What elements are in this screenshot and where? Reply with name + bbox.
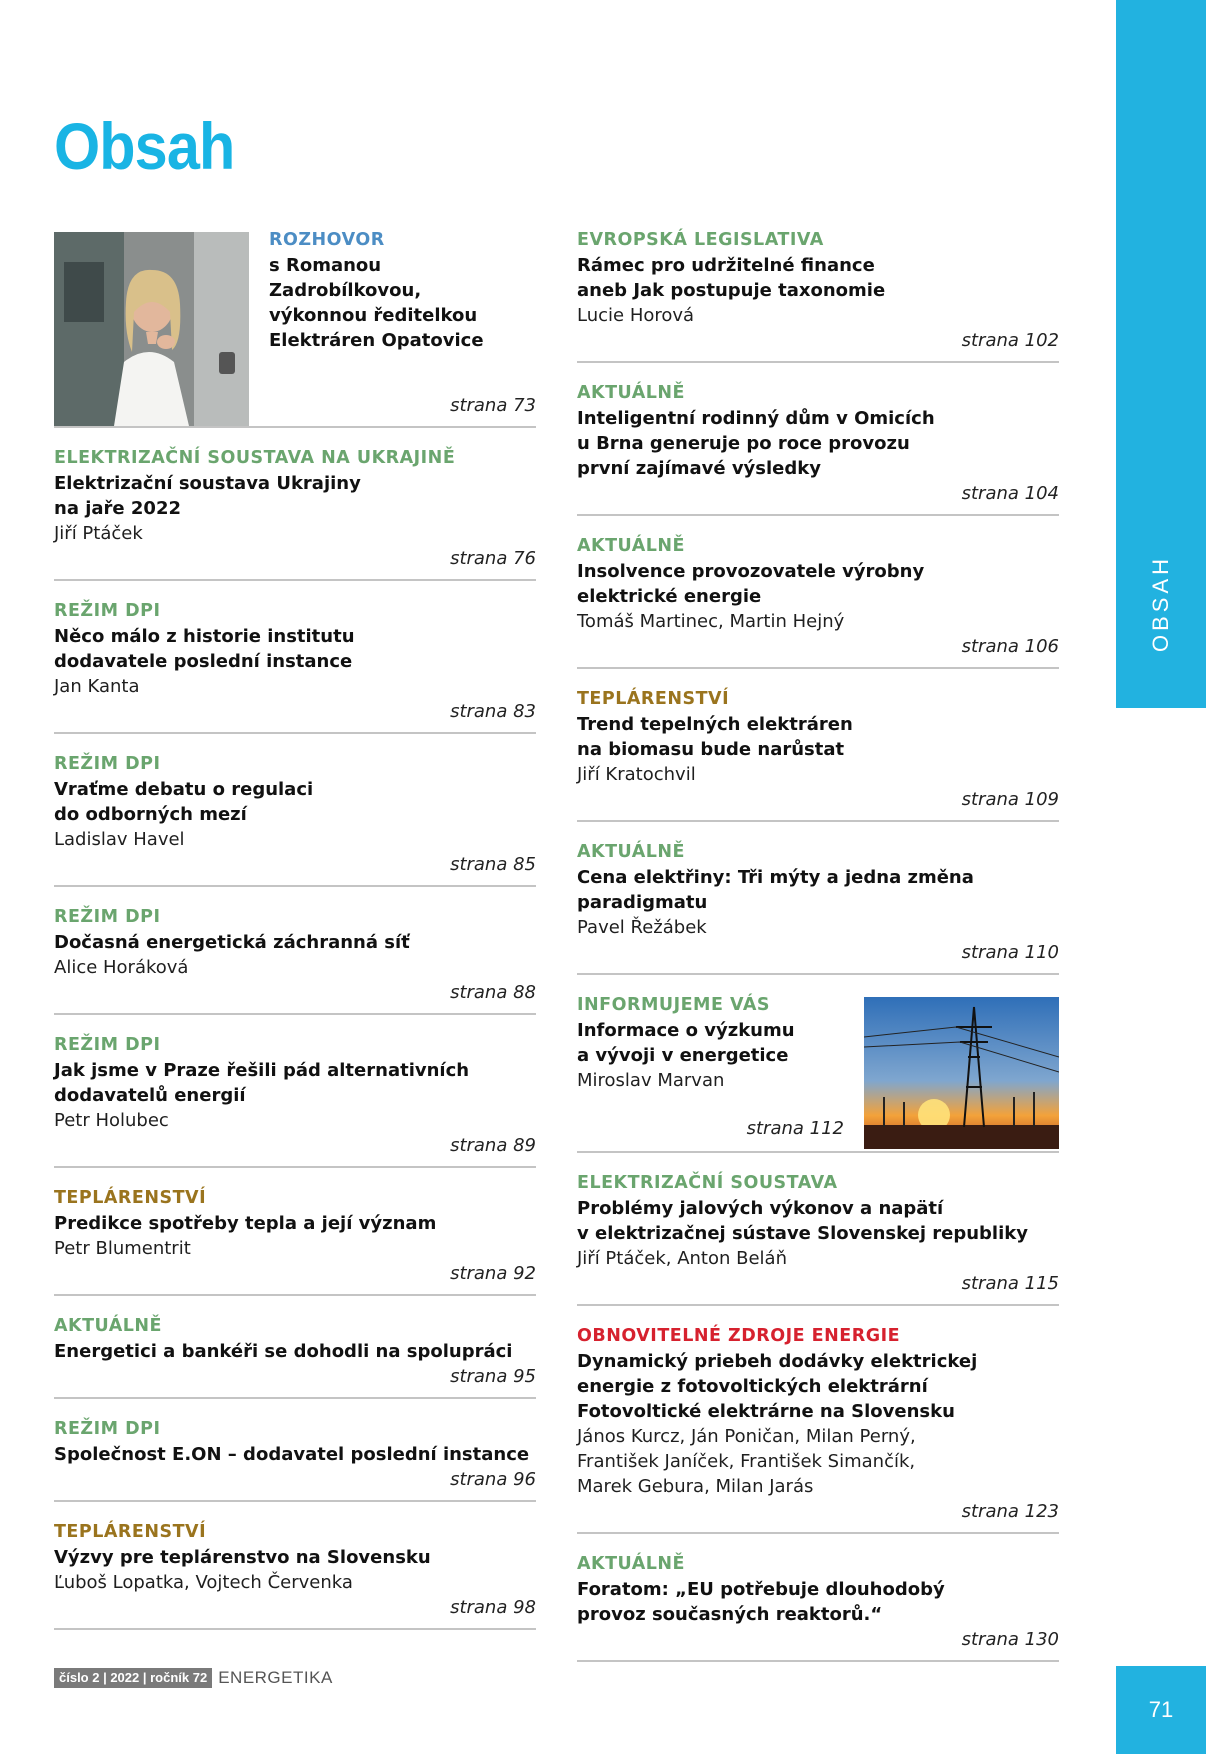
entry-title: Společnost E.ON – dodavatel poslední instance [54,1444,530,1465]
entry-category: ELEKTRIZAČNÍ SOUSTAVA [577,1173,838,1193]
toc-entry[interactable] [577,1552,1059,1662]
toc-entry[interactable] [54,446,536,581]
magazine-logo: ENERGETIKA [218,1668,333,1687]
entry-author: Alice Horáková [54,957,189,978]
entry-author: Lucie Horová [577,305,695,326]
side-tab-label: OBSAH [1148,554,1173,652]
entry-page: strana 96 [450,1469,536,1490]
toc-entry[interactable] [54,1417,536,1502]
entry-author: Pavel Řežábek [577,917,707,938]
toc-entry[interactable] [577,381,1059,516]
entry-title: Výzvy pre teplárenstvo na Slovensku [54,1547,431,1568]
entry-category: OBNOVITELNÉ ZDROJE ENERGIE [577,1326,901,1346]
entry-page: strana 109 [961,789,1059,810]
entry-category: AKTUÁLNĚ [577,383,686,403]
entry-category: ELEKTRIZAČNÍ SOUSTAVA NA UKRAJINĚ [54,448,456,468]
entry-author: Petr Blumentrit [54,1238,191,1259]
entry-category: AKTUÁLNĚ [577,536,686,556]
entry-category: TEPLÁRENSTVÍ [577,689,730,709]
toc-entry[interactable] [54,1033,536,1168]
entry-author: Ľuboš Lopatka, Vojtech Červenka [54,1572,353,1593]
entry-title: Predikce spotřeby tepla a její význam [54,1213,437,1234]
entry-author: Tomáš Martinec, Martin Hejný [577,611,845,632]
entry-page: strana 73 [450,395,536,416]
page-title: Obsah [54,109,235,183]
entry-page: strana 98 [450,1597,536,1618]
interview-photo [54,232,249,426]
entry-author: Jiří Ptáček [54,523,143,544]
entry-author: Jiří Kratochvil [577,764,696,785]
entry-author: Ladislav Havel [54,829,185,850]
entry-page: strana 110 [961,942,1059,963]
entry-title: Rámec pro udržitelné finance aneb Jak postupuje taxonomie [577,255,886,301]
entry-category: REŽIM DPI [54,907,161,927]
entry-author: Jiří Ptáček, Anton Beláň [577,1248,787,1269]
toc-entry[interactable] [54,1314,536,1399]
entry-category: TEPLÁRENSTVÍ [54,1522,207,1542]
page-number: 71 [1116,1666,1206,1754]
entry-author: Jan Kanta [54,676,140,697]
entry-page: strana 115 [961,1273,1059,1294]
entry-category: AKTUÁLNĚ [577,842,686,862]
entry-page: strana 83 [450,701,536,722]
footer [54,1668,333,1688]
entry-author: Petr Holubec [54,1110,169,1131]
entry-title: Dočasná energetická záchranná síť [54,932,410,953]
toc-column-right [577,228,1059,1680]
entry-title: s Romanou Zadrobílkovou, výkonnou ředitelkou Elektráren Opatovice [269,255,484,351]
entry-page: strana 112 [746,1118,844,1139]
entry-page: strana 106 [961,636,1059,657]
entry-category: REŽIM DPI [54,754,161,774]
entry-page: strana 92 [450,1263,536,1284]
toc-entry[interactable] [577,993,1059,1153]
toc-entry[interactable] [577,1324,1059,1534]
entry-page: strana 95 [450,1366,536,1387]
entry-title: Cena elektřiny: Tři mýty a jedna změna paradigmatu [577,867,974,913]
entry-author: Miroslav Marvan [577,1070,725,1091]
entry-page: strana 89 [450,1135,536,1156]
toc-entry[interactable] [577,1171,1059,1306]
entry-category: INFORMUJEME VÁS [577,995,771,1015]
entry-title: Informace o výzkumu a vývoji v energetice [577,1020,795,1066]
entry-category: REŽIM DPI [54,601,161,621]
issue-info: číslo 2 | 2022 | ročník 72 [54,1668,212,1688]
toc-column-left [54,228,536,1648]
toc-entry[interactable] [54,905,536,1015]
power-tower-photo [864,997,1059,1149]
toc-entry[interactable] [577,687,1059,822]
toc-entry[interactable] [54,1186,536,1296]
entry-page: strana 123 [961,1501,1059,1522]
entry-page: strana 102 [961,330,1059,351]
entry-title: Něco málo z historie institutu dodavatele poslední instance [54,626,355,672]
entry-page: strana 76 [450,548,536,569]
toc-entry[interactable] [577,534,1059,669]
entry-author: János Kurcz, Ján Poničan, Milan Perný, František Janíček, František Simančík, Marek Gebura, Milan Jarás [577,1426,916,1497]
toc-entry[interactable] [577,840,1059,975]
entry-title: Insolvence provozovatele výrobny elektrické energie [577,561,925,607]
entry-category: AKTUÁLNĚ [54,1316,163,1336]
entry-category: REŽIM DPI [54,1035,161,1055]
entry-title: Elektrizační soustava Ukrajiny na jaře 2022 [54,473,361,519]
toc-entry[interactable] [54,599,536,734]
entry-title: Dynamický priebeh dodávky elektrickej energie z fotovoltických elektrární Fotovoltické elektrárne na Slovensku [577,1351,978,1422]
entry-title: Inteligentní rodinný dům v Omicích u Brna generuje po roce provozu první zajímavé výsledky [577,408,935,479]
entry-title: Foratom: „EU potřebuje dlouhodobý provoz současných reaktorů.“ [577,1579,945,1625]
toc-entry[interactable] [54,1520,536,1630]
entry-title: Vraťme debatu o regulaci do odborných mezí [54,779,314,825]
entry-title: Energetici a bankéři se dohodli na spolupráci [54,1341,513,1362]
entry-category: ROZHOVOR [269,230,385,250]
entry-category: TEPLÁRENSTVÍ [54,1188,207,1208]
toc-entry[interactable] [54,228,536,428]
entry-title: Jak jsme v Praze řešili pád alternativních dodavatelů energií [54,1060,470,1106]
toc-entry[interactable] [577,228,1059,363]
toc-entry[interactable] [54,752,536,887]
entry-category: REŽIM DPI [54,1419,161,1439]
entry-category: AKTUÁLNĚ [577,1554,686,1574]
entry-page: strana 130 [961,1629,1059,1650]
entry-category: EVROPSKÁ LEGISLATIVA [577,230,824,250]
entry-title: Problémy jalových výkonov a napätí v elektrizačnej sústave Slovenskej republiky [577,1198,1028,1244]
entry-page: strana 88 [450,982,536,1003]
entry-page: strana 104 [961,483,1059,504]
entry-title: Trend tepelných elektráren na biomasu bude narůstat [577,714,853,760]
entry-page: strana 85 [450,854,536,875]
